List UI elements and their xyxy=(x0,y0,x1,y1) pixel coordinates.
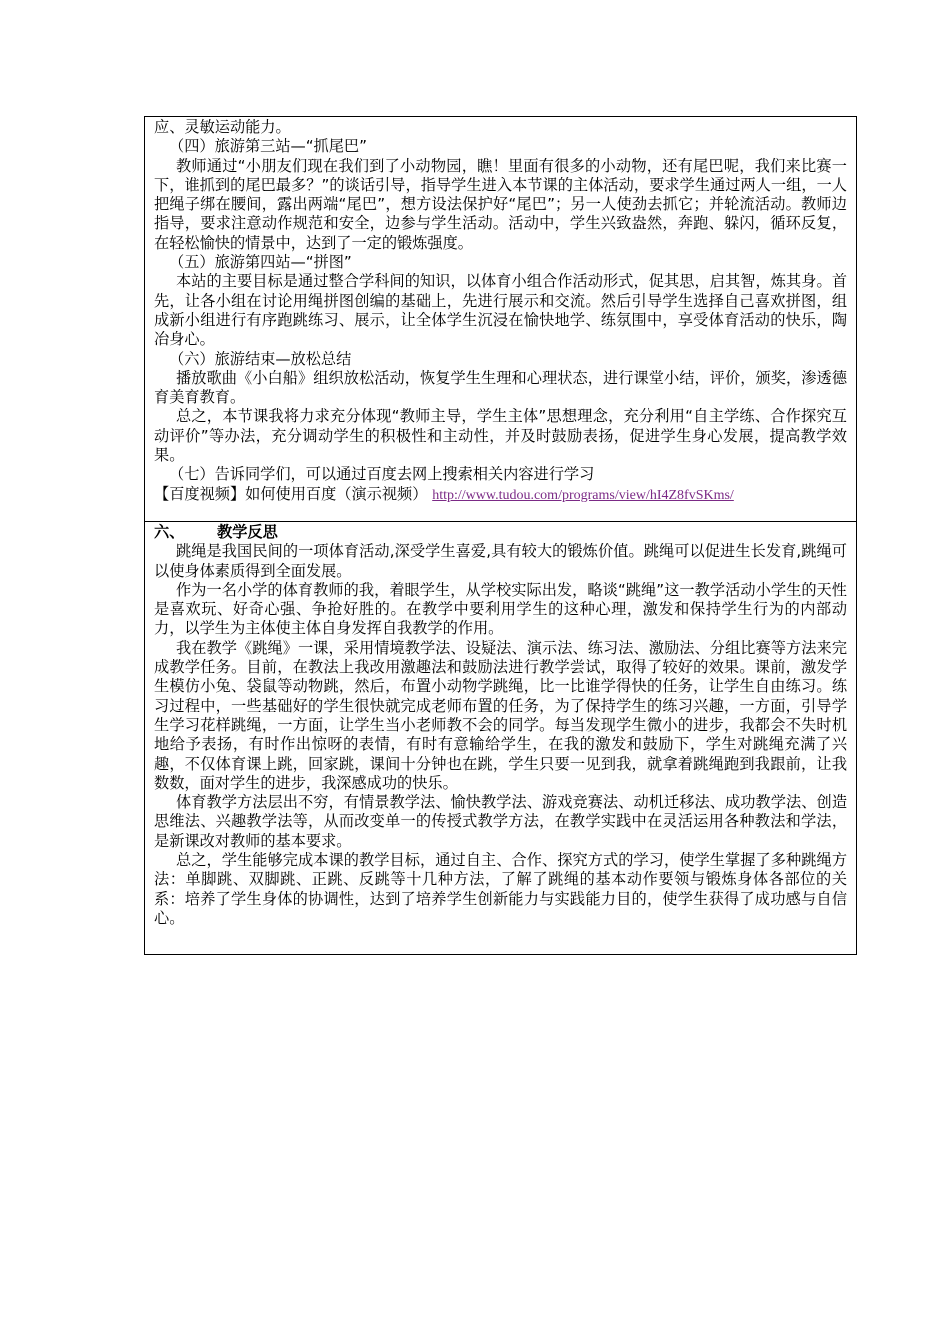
reflection-heading xyxy=(154,523,847,542)
summary-paragraph: 总之，本节课我将力求充分体现“教师主导，学生主体”思想理念，充分利用“自主学练、合作探究互动评价”等办法，充分调动学生的积极性和主动性，并及时鼓励表扬，促进学生身心发展，提高教学效果。 xyxy=(154,407,847,465)
station-three-body: 教师通过“小朋友们现在我们到了小动物园，瞧！里面有很多的小动物，还有尾巴呢，我们来比赛一下，谁抓到的尾巴最多？”的谈话引导，指导学生进入本节课的主体活动，要求学生通过两人一组，一人把绳子绑在腰间，露出两端“尾巴”，想方设法保护好“尾巴”；另一人使劲去抓它；并轮流活动。教师边指导，要求注意动作规范和安全，边参与学生活动。活动中，学生兴致盎然，奔跑、躲闪，循环反复，在轻松愉快的情景中，达到了一定的锻炼强度。 xyxy=(154,156,847,252)
video-link[interactable]: http://www.tudou.com/programs/view/hI4Z8fvSKms/ xyxy=(432,487,734,503)
reflection-cell xyxy=(145,522,856,954)
trip-end-heading: （六）旅游结束—放松总结 xyxy=(169,349,352,368)
station-four-body: 本站的主要目标是通过整合学科间的知识，以体育小组合作活动形式，促其思，启其智，炼其身。首先，让各小组在讨论用绳拼图创编的基础上，先进行展示和交流。然后引导学生选择自己喜欢拼图，组成新小组进行有序跑跳练习、展示，让全体学生沉浸在愉快地学、练氛围中，享受体育活动的快乐，陶冶身心。 xyxy=(154,272,847,349)
reflection-paragraph: 总之，学生能够完成本课的教学目标，通过自主、合作、探究方式的学习，使学生掌握了多种跳绳方法：单脚跳、双脚跳、正跳、反跳等十几种方法，了解了跳绳的基本动作要领与锻炼身体各部位的关系：培养了学生身体的协调性，达到了培养学生创新能力与实践能力目的，使学生获得了成功感与自信心。 xyxy=(154,851,847,927)
section-number: 六、 xyxy=(154,523,185,541)
reflection-paragraph: 体育教学方法层出不穷，有情景教学法、愉快教学法、游戏竞赛法、动机迁移法、成功教学法、创造思维法、兴趣教学法等，从而改变单一的传授式教学方法，在教学实践中在灵活运用各种教法和学法，是新课改对教师的基本要求。 xyxy=(154,793,847,850)
reflection-paragraph: 作为一名小学的体育教师的我，着眼学生，从学校实际出发，略谈“跳绳”这一教学活动小学生的天性是喜欢玩、好奇心强、争抢好胜的。在教学中要利用学生的这种心理，激发和保持学生行为的内部动力，以学生为主体使主体自身发挥自我教学的作用。 xyxy=(154,580,847,638)
text-line: 应、灵敏运动能力。 xyxy=(154,118,291,136)
trip-end-body: 播放歌曲《小白船》组织放松活动，恢复学生生理和心理状态，进行课堂小结，评价，颁奖，渗透德育美育教育。 xyxy=(154,368,847,407)
reflection-paragraph: 跳绳是我国民间的一项体育活动,深受学生喜爱,具有较大的锻炼价值。跳绳可以促进生长发育,跳绳可以使身体素质得到全面发展。 xyxy=(154,542,847,580)
station-three-heading: （四）旅游第三站—“抓尾巴” xyxy=(169,137,367,156)
lesson-plan-table xyxy=(144,116,857,955)
video-line xyxy=(154,485,847,505)
reflection-paragraph: 我在教学《跳绳》一课，采用情境教学法、设疑法、演示法、练习法、激励法、分组比赛等方法来完成教学任务。目前，在教法上我改用激趣法和鼓励法进行教学尝试，取得了较好的效果。课前，激发学生模仿小兔、袋鼠等动物跳，然后，布置小动物学跳绳，比一比谁学得快的任务，让学生自由练习。练习过程中，一些基础好的学生很快就完成老师布置的任务，为了保持学生的练习兴趣，一方面，引导学生学习花样跳绳，一方面，让学生当小老师教不会的同学。每当发现学生微小的进步，我都会不失时机地给予表扬，有时作出惊呀的表情，有时有意输给学生，在我的激发和鼓励下，学生对跳绳充满了兴趣，不仅体育课上跳，回家跳，课间十分钟也在跳，学生只要一见到我，就拿着跳绳跑到我跟前，让我数数，面对学生的进步，我深感成功的快乐。 xyxy=(154,638,847,792)
section-title: 教学反思 xyxy=(217,523,278,541)
search-tip: （七）告诉同学们，可以通过百度去网上搜索相关内容进行学习 xyxy=(169,465,595,484)
activity-steps-cell xyxy=(145,117,856,522)
video-label: 【百度视频】如何使用百度（演示视频） xyxy=(154,484,428,503)
station-four-heading: （五）旅游第四站—“拼图” xyxy=(169,253,352,272)
